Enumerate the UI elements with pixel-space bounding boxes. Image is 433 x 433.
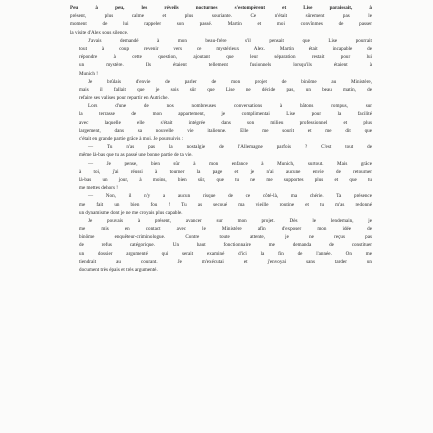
text-line: — Tu n'as pas la nostalgie de l'Allemagne parfois ? C'est tout de [88,144,372,151]
text-line: — Je pense, bien sûr à mon enfance à Munich, surtout. Mais grâce [88,160,372,167]
text-line: Je pouvais à présent, avancer sur mon projet. Dès le lendemain, je [88,217,372,224]
text-line: même là-bas que tu as passé une bonne partie de ta vie. [79,152,193,159]
text-line: refaire ses valises pour repartir en Autriche. [79,95,169,102]
text-line: la visite d'Alex sous silence. [70,29,129,36]
text-line: Je brûlais d'envie de parler de mon projet de binôme au Ministère, [88,78,372,85]
text-line: un dossier argumenté qui serait examiné d'ici la fin de l'année. On me [79,250,372,257]
paragraph [70,78,372,103]
text-line: me fait un bien fou ! Tu as secoué ma vieille routine et tu m'as redonné [79,201,372,208]
body-text [70,4,372,274]
text-line: un dynamisme dont je ne me croyais plus capable. [79,209,183,216]
text-line: c'était en grande partie grâce à moi. Je poursuivis : [79,136,184,142]
text-line: répondre à cette question, ajoutant que leur séparation restait pour lui [79,54,372,61]
text-line: me mis en contact avec le Ministère afin d'exposer mon idée de [79,226,372,233]
paragraph [70,37,372,78]
text-line: tiendrait au courant. Je m'exécutai et j'envoyai sans tarder un [79,258,372,265]
text-line: présent, plus calme et plus souriante. Ce n'était sûrement pas le [70,13,372,20]
paragraph [70,4,372,37]
text-line: de refus catégorique. Un haut fonctionnaire me demanda de constituer [79,242,372,249]
paragraph [70,192,372,217]
text-line: largement, dans sa nouvelle vie italienne. Elle me sourit et me dit que [79,127,372,134]
paragraph [70,217,372,274]
text-line: Lors d'une de nos nombreuses conversations à bâtons rompus, sur [88,103,372,110]
paragraph [70,143,372,159]
text-line: à toi, j'ai réussi à tourner la page et je n'ai aucune envie de retourner [79,168,372,175]
text-line: un mystère. Ils étaient tellement fusionnels lorsqu'ils étaient à [79,62,372,69]
text-line: binôme enquêteur-criminologue. Contre toute attente, je ne reçus pas [79,234,372,241]
text-line: moment de lui rappeler son passé. Martin et moi convînmes de passer [70,21,372,28]
paragraph [70,102,372,143]
text-line: tout à coup revenir vers ce mystérieux Alex. Martin était incapable de [79,45,372,52]
text-line: avec laquelle elle s'était intégrée dans son milieu professionnel et plus [79,119,372,126]
text-line: — Non, il n'y a aucun risque de ce côté-là, ma chérie. Ta présence [88,193,372,200]
text-line: document très épais et très argumenté. [79,267,158,273]
text-line: la terrasse de mon appartement, je complimentai Lise pour la facilité [79,111,372,118]
text-line: Peu à peu, les réveils nocturnes s'estompèrent et Lise paraissait, à [70,5,372,11]
text-line: là-bas un jour, à moins, bien sûr, que tu ne me supportes plus et que tu [79,176,372,183]
text-line: Munich ! [79,70,98,77]
text-line: J'avais demandé à mon beau-frère s'il pensait que Lise pourrait [88,37,372,44]
text-line: me mettes dehors ! [79,185,118,192]
text-line: mais il fallait que je sois sûr que Lise ne décide pas, un beau matin, de [79,86,372,93]
paragraph [70,160,372,193]
